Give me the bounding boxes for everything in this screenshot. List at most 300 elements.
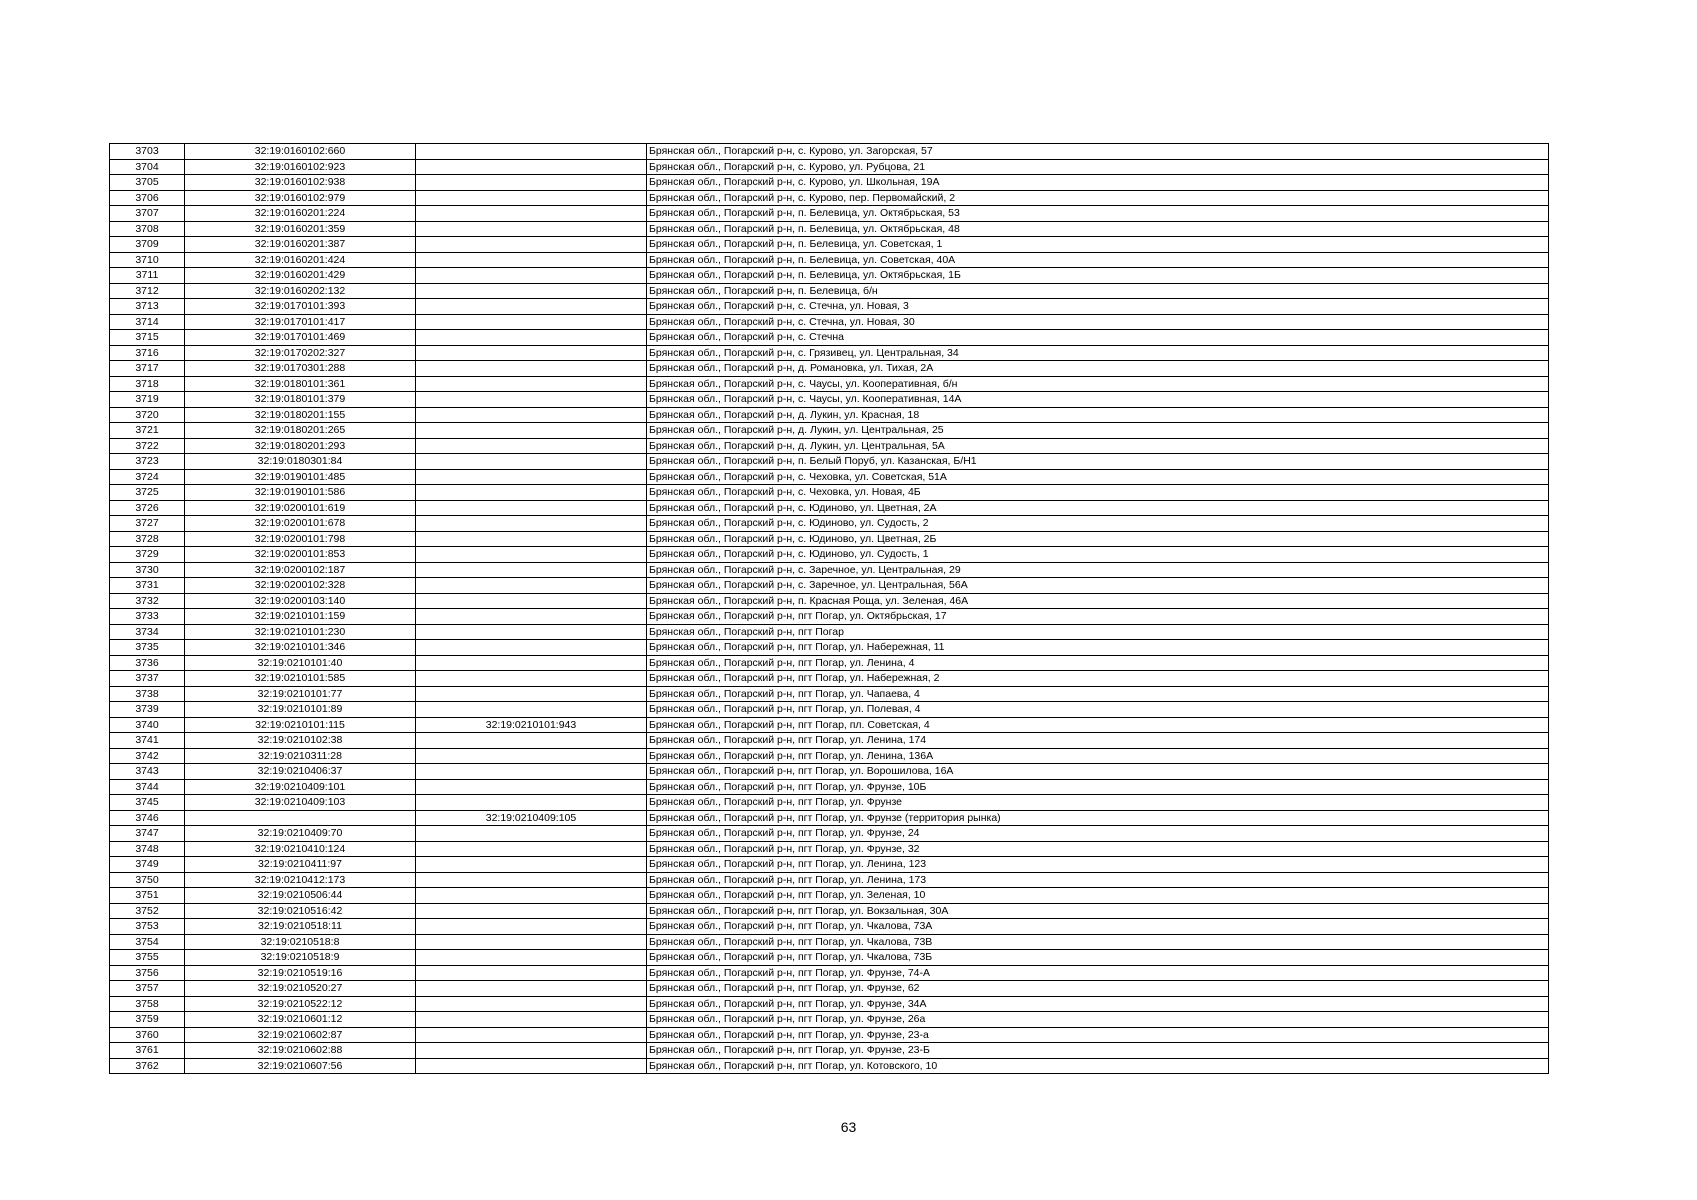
- cadastral-number-cell: 32:19:0180201:155: [185, 407, 416, 423]
- address-cell: Брянская обл., Погарский р-н, с. Юдиново, ул. Судость, 2: [647, 516, 1549, 532]
- row-number-cell: 3741: [110, 733, 185, 749]
- linked-cadastral-number-cell: [416, 686, 647, 702]
- table-row: [110, 345, 1549, 361]
- table-row: [110, 702, 1549, 718]
- linked-cadastral-number-cell: [416, 764, 647, 780]
- row-number-cell: 3708: [110, 221, 185, 237]
- address-cell: Брянская обл., Погарский р-н, с. Чеховка, ул. Новая, 4Б: [647, 485, 1549, 501]
- table-row: [110, 593, 1549, 609]
- linked-cadastral-number-cell: [416, 578, 647, 594]
- table-row: [110, 826, 1549, 842]
- row-number-cell: 3747: [110, 826, 185, 842]
- table-row: [110, 392, 1549, 408]
- cadastral-number-cell: 32:19:0210101:77: [185, 686, 416, 702]
- address-cell: Брянская обл., Погарский р-н, п. Красная Роща, ул. Зеленая, 46А: [647, 593, 1549, 609]
- row-number-cell: 3709: [110, 237, 185, 253]
- address-cell: Брянская обл., Погарский р-н, пгт Погар, ул. Чапаева, 4: [647, 686, 1549, 702]
- cadastral-number-cell: 32:19:0160201:424: [185, 252, 416, 268]
- cadastral-number-cell: 32:19:0210520:27: [185, 981, 416, 997]
- table-row: [110, 857, 1549, 873]
- address-cell: Брянская обл., Погарский р-н, с. Грязивец, ул. Центральная, 34: [647, 345, 1549, 361]
- linked-cadastral-number-cell: [416, 252, 647, 268]
- row-number-cell: 3719: [110, 392, 185, 408]
- cadastral-number-cell: 32:19:0160102:938: [185, 175, 416, 191]
- linked-cadastral-number-cell: [416, 175, 647, 191]
- cadastral-number-cell: 32:19:0180201:265: [185, 423, 416, 439]
- row-number-cell: 3754: [110, 934, 185, 950]
- linked-cadastral-number-cell: [416, 640, 647, 656]
- linked-cadastral-number-cell: [416, 671, 647, 687]
- cadastral-number-cell: [185, 810, 416, 826]
- cadastral-number-cell: 32:19:0210311:28: [185, 748, 416, 764]
- cadastral-number-cell: 32:19:0210101:585: [185, 671, 416, 687]
- row-number-cell: 3740: [110, 717, 185, 733]
- table-row: [110, 748, 1549, 764]
- linked-cadastral-number-cell: [416, 516, 647, 532]
- row-number-cell: 3757: [110, 981, 185, 997]
- address-cell: Брянская обл., Погарский р-н, п. Белевица, ул. Октябрьская, 1Б: [647, 268, 1549, 284]
- cadastral-number-cell: 32:19:0210607:56: [185, 1058, 416, 1074]
- row-number-cell: 3744: [110, 779, 185, 795]
- address-cell: Брянская обл., Погарский р-н, пгт Погар, ул. Ленина, 4: [647, 655, 1549, 671]
- cadastral-number-cell: 32:19:0170202:327: [185, 345, 416, 361]
- row-number-cell: 3732: [110, 593, 185, 609]
- table-row: [110, 407, 1549, 423]
- table-row: [110, 640, 1549, 656]
- cadastral-number-cell: 32:19:0210516:42: [185, 903, 416, 919]
- linked-cadastral-number-cell: [416, 934, 647, 950]
- linked-cadastral-number-cell: [416, 903, 647, 919]
- linked-cadastral-number-cell: [416, 965, 647, 981]
- row-number-cell: 3746: [110, 810, 185, 826]
- cadastral-number-cell: 32:19:0160202:132: [185, 283, 416, 299]
- address-cell: Брянская обл., Погарский р-н, пгт Погар, ул. Фрунзе, 32: [647, 841, 1549, 857]
- cadastral-number-cell: 32:19:0210409:101: [185, 779, 416, 795]
- address-cell: Брянская обл., Погарский р-н, д. Романовка, ул. Тихая, 2А: [647, 361, 1549, 377]
- cadastral-number-cell: 32:19:0210506:44: [185, 888, 416, 904]
- table-row: [110, 795, 1549, 811]
- row-number-cell: 3736: [110, 655, 185, 671]
- row-number-cell: 3738: [110, 686, 185, 702]
- address-cell: Брянская обл., Погарский р-н, с. Курово, ул. Загорская, 57: [647, 144, 1549, 160]
- row-number-cell: 3721: [110, 423, 185, 439]
- cadastral-number-cell: 32:19:0160102:660: [185, 144, 416, 160]
- table-row: [110, 965, 1549, 981]
- linked-cadastral-number-cell: [416, 159, 647, 175]
- address-cell: Брянская обл., Погарский р-н, д. Лукин, ул. Красная, 18: [647, 407, 1549, 423]
- table-row: [110, 221, 1549, 237]
- table-row: [110, 671, 1549, 687]
- linked-cadastral-number-cell: [416, 841, 647, 857]
- row-number-cell: 3745: [110, 795, 185, 811]
- row-number-cell: 3737: [110, 671, 185, 687]
- row-number-cell: 3713: [110, 299, 185, 315]
- linked-cadastral-number-cell: [416, 779, 647, 795]
- cadastral-number-cell: 32:19:0210410:124: [185, 841, 416, 857]
- address-cell: Брянская обл., Погарский р-н, пгт Погар, ул. Октябрьская, 17: [647, 609, 1549, 625]
- address-cell: Брянская обл., Погарский р-н, пгт Погар, пл. Советская, 4: [647, 717, 1549, 733]
- address-cell: Брянская обл., Погарский р-н, пгт Погар, ул. Фрунзе, 10Б: [647, 779, 1549, 795]
- address-cell: Брянская обл., Погарский р-н, пгт Погар, ул. Ленина, 123: [647, 857, 1549, 873]
- table-row: [110, 175, 1549, 191]
- row-number-cell: 3758: [110, 996, 185, 1012]
- linked-cadastral-number-cell: [416, 485, 647, 501]
- table-row: [110, 547, 1549, 563]
- address-cell: Брянская обл., Погарский р-н, пгт Погар: [647, 624, 1549, 640]
- table-row: [110, 578, 1549, 594]
- table-row: [110, 438, 1549, 454]
- table-row: [110, 283, 1549, 299]
- cadastral-number-cell: 32:19:0160102:923: [185, 159, 416, 175]
- linked-cadastral-number-cell: [416, 1027, 647, 1043]
- row-number-cell: 3728: [110, 531, 185, 547]
- address-cell: Брянская обл., Погарский р-н, с. Стечна, ул. Новая, 30: [647, 314, 1549, 330]
- linked-cadastral-number-cell: [416, 872, 647, 888]
- row-number-cell: 3706: [110, 190, 185, 206]
- address-cell: Брянская обл., Погарский р-н, пгт Погар, ул. Набережная, 11: [647, 640, 1549, 656]
- linked-cadastral-number-cell: [416, 1012, 647, 1028]
- table-row: [110, 314, 1549, 330]
- cadastral-number-cell: 32:19:0210412:173: [185, 872, 416, 888]
- address-cell: Брянская обл., Погарский р-н, с. Юдиново, ул. Цветная, 2А: [647, 500, 1549, 516]
- address-cell: Брянская обл., Погарский р-н, с. Курово, ул. Школьная, 19А: [647, 175, 1549, 191]
- linked-cadastral-number-cell: [416, 144, 647, 160]
- linked-cadastral-number-cell: [416, 423, 647, 439]
- address-cell: Брянская обл., Погарский р-н, с. Чаусы, ул. Кооперативная, 14А: [647, 392, 1549, 408]
- cadastral-number-cell: 32:19:0200102:187: [185, 562, 416, 578]
- table-row: [110, 190, 1549, 206]
- cadastral-number-cell: 32:19:0200102:328: [185, 578, 416, 594]
- table-row: [110, 454, 1549, 470]
- table-row: [110, 1027, 1549, 1043]
- row-number-cell: 3726: [110, 500, 185, 516]
- cadastral-number-cell: 32:19:0210409:103: [185, 795, 416, 811]
- table-row: [110, 686, 1549, 702]
- row-number-cell: 3723: [110, 454, 185, 470]
- linked-cadastral-number-cell: [416, 206, 647, 222]
- cadastral-number-cell: 32:19:0200101:798: [185, 531, 416, 547]
- table-row: [110, 888, 1549, 904]
- table-row: [110, 144, 1549, 160]
- linked-cadastral-number-cell: [416, 857, 647, 873]
- row-number-cell: 3749: [110, 857, 185, 873]
- address-cell: Брянская обл., Погарский р-н, с. Заречное, ул. Центральная, 29: [647, 562, 1549, 578]
- linked-cadastral-number-cell: 32:19:0210409:105: [416, 810, 647, 826]
- cadastral-number-cell: 32:19:0210101:230: [185, 624, 416, 640]
- table-row: [110, 531, 1549, 547]
- address-cell: Брянская обл., Погарский р-н, пгт Погар, ул. Фрунзе, 34А: [647, 996, 1549, 1012]
- table-row: [110, 810, 1549, 826]
- row-number-cell: 3733: [110, 609, 185, 625]
- row-number-cell: 3756: [110, 965, 185, 981]
- cadastral-number-cell: 32:19:0210518:8: [185, 934, 416, 950]
- cadastral-number-cell: 32:19:0180201:293: [185, 438, 416, 454]
- row-number-cell: 3760: [110, 1027, 185, 1043]
- table-row: [110, 981, 1549, 997]
- table-row: [110, 950, 1549, 966]
- cadastral-number-cell: 32:19:0210519:16: [185, 965, 416, 981]
- cadastral-number-cell: 32:19:0210602:87: [185, 1027, 416, 1043]
- address-cell: Брянская обл., Погарский р-н, пгт Погар, ул. Фрунзе, 62: [647, 981, 1549, 997]
- linked-cadastral-number-cell: [416, 454, 647, 470]
- address-cell: Брянская обл., Погарский р-н, п. Белевица, ул. Советская, 1: [647, 237, 1549, 253]
- linked-cadastral-number-cell: [416, 1043, 647, 1059]
- linked-cadastral-number-cell: 32:19:0210101:943: [416, 717, 647, 733]
- cadastral-number-cell: 32:19:0170301:288: [185, 361, 416, 377]
- cadastral-number-cell: 32:19:0210101:115: [185, 717, 416, 733]
- row-number-cell: 3751: [110, 888, 185, 904]
- cadastral-number-cell: 32:19:0160201:387: [185, 237, 416, 253]
- linked-cadastral-number-cell: [416, 500, 647, 516]
- row-number-cell: 3739: [110, 702, 185, 718]
- row-number-cell: 3752: [110, 903, 185, 919]
- table-row: [110, 733, 1549, 749]
- cadastral-number-cell: 32:19:0160201:224: [185, 206, 416, 222]
- address-cell: Брянская обл., Погарский р-н, пгт Погар, ул. Чкалова, 73В: [647, 934, 1549, 950]
- address-cell: Брянская обл., Погарский р-н, пгт Погар, ул. Фрунзе (территория рынка): [647, 810, 1549, 826]
- cadastral-number-cell: 32:19:0200101:853: [185, 547, 416, 563]
- cadastral-number-cell: 32:19:0210101:89: [185, 702, 416, 718]
- cadastral-number-cell: 32:19:0210522:12: [185, 996, 416, 1012]
- linked-cadastral-number-cell: [416, 531, 647, 547]
- linked-cadastral-number-cell: [416, 376, 647, 392]
- address-cell: Брянская обл., Погарский р-н, д. Лукин, ул. Центральная, 25: [647, 423, 1549, 439]
- table-row: [110, 252, 1549, 268]
- address-cell: Брянская обл., Погарский р-н, с. Курово, ул. Рубцова, 21: [647, 159, 1549, 175]
- address-cell: Брянская обл., Погарский р-н, пгт Погар, ул. Фрунзе, 74-А: [647, 965, 1549, 981]
- cadastral-number-cell: 32:19:0210102:38: [185, 733, 416, 749]
- address-cell: Брянская обл., Погарский р-н, пгт Погар, ул. Чкалова, 73А: [647, 919, 1549, 935]
- table-row: [110, 268, 1549, 284]
- row-number-cell: 3748: [110, 841, 185, 857]
- cadastral-table: [109, 143, 1549, 1074]
- linked-cadastral-number-cell: [416, 624, 647, 640]
- table-row: [110, 469, 1549, 485]
- table-row: [110, 996, 1549, 1012]
- cadastral-number-cell: 32:19:0210602:88: [185, 1043, 416, 1059]
- row-number-cell: 3710: [110, 252, 185, 268]
- cadastral-number-cell: 32:19:0170101:417: [185, 314, 416, 330]
- cadastral-number-cell: 32:19:0210518:11: [185, 919, 416, 935]
- linked-cadastral-number-cell: [416, 190, 647, 206]
- cadastral-number-cell: 32:19:0170101:393: [185, 299, 416, 315]
- table-row: [110, 624, 1549, 640]
- row-number-cell: 3711: [110, 268, 185, 284]
- cadastral-number-cell: 32:19:0200103:140: [185, 593, 416, 609]
- linked-cadastral-number-cell: [416, 919, 647, 935]
- cadastral-number-cell: 32:19:0190101:485: [185, 469, 416, 485]
- row-number-cell: 3718: [110, 376, 185, 392]
- table-row: [110, 562, 1549, 578]
- address-cell: Брянская обл., Погарский р-н, пгт Погар, ул. Фрунзе, 24: [647, 826, 1549, 842]
- cadastral-number-cell: 32:19:0210101:40: [185, 655, 416, 671]
- linked-cadastral-number-cell: [416, 655, 647, 671]
- row-number-cell: 3735: [110, 640, 185, 656]
- address-cell: Брянская обл., Погарский р-н, с. Юдиново, ул. Цветная, 2Б: [647, 531, 1549, 547]
- row-number-cell: 3720: [110, 407, 185, 423]
- table-row: [110, 485, 1549, 501]
- row-number-cell: 3704: [110, 159, 185, 175]
- table-row: [110, 1012, 1549, 1028]
- row-number-cell: 3755: [110, 950, 185, 966]
- linked-cadastral-number-cell: [416, 283, 647, 299]
- linked-cadastral-number-cell: [416, 361, 647, 377]
- linked-cadastral-number-cell: [416, 345, 647, 361]
- row-number-cell: 3759: [110, 1012, 185, 1028]
- table-row: [110, 764, 1549, 780]
- table-row: [110, 841, 1549, 857]
- row-number-cell: 3753: [110, 919, 185, 935]
- address-cell: Брянская обл., Погарский р-н, с. Заречное, ул. Центральная, 56А: [647, 578, 1549, 594]
- table-row: [110, 361, 1549, 377]
- linked-cadastral-number-cell: [416, 469, 647, 485]
- address-cell: Брянская обл., Погарский р-н, с. Юдиново, ул. Судость, 1: [647, 547, 1549, 563]
- address-cell: Брянская обл., Погарский р-н, п. Белевица, ул. Октябрьская, 48: [647, 221, 1549, 237]
- page-number: 63: [840, 1119, 857, 1135]
- linked-cadastral-number-cell: [416, 950, 647, 966]
- address-cell: Брянская обл., Погарский р-н, п. Белевица, ул. Октябрьская, 53: [647, 206, 1549, 222]
- linked-cadastral-number-cell: [416, 826, 647, 842]
- linked-cadastral-number-cell: [416, 733, 647, 749]
- linked-cadastral-number-cell: [416, 314, 647, 330]
- linked-cadastral-number-cell: [416, 562, 647, 578]
- cadastral-number-cell: 32:19:0200101:678: [185, 516, 416, 532]
- row-number-cell: 3714: [110, 314, 185, 330]
- cadastral-number-cell: 32:19:0210101:159: [185, 609, 416, 625]
- address-cell: Брянская обл., Погарский р-н, пгт Погар, ул. Ворошилова, 16А: [647, 764, 1549, 780]
- linked-cadastral-number-cell: [416, 330, 647, 346]
- linked-cadastral-number-cell: [416, 702, 647, 718]
- table-row: [110, 779, 1549, 795]
- linked-cadastral-number-cell: [416, 547, 647, 563]
- table-row: [110, 1043, 1549, 1059]
- linked-cadastral-number-cell: [416, 996, 647, 1012]
- table-row: [110, 500, 1549, 516]
- cadastral-number-cell: 32:19:0210101:346: [185, 640, 416, 656]
- row-number-cell: 3734: [110, 624, 185, 640]
- linked-cadastral-number-cell: [416, 299, 647, 315]
- row-number-cell: 3761: [110, 1043, 185, 1059]
- linked-cadastral-number-cell: [416, 593, 647, 609]
- cadastral-number-cell: 32:19:0180301:84: [185, 454, 416, 470]
- address-cell: Брянская обл., Погарский р-н, с. Чаусы, ул. Кооперативная, б/н: [647, 376, 1549, 392]
- cadastral-number-cell: 32:19:0210406:37: [185, 764, 416, 780]
- row-number-cell: 3727: [110, 516, 185, 532]
- table-row: [110, 516, 1549, 532]
- linked-cadastral-number-cell: [416, 237, 647, 253]
- linked-cadastral-number-cell: [416, 438, 647, 454]
- linked-cadastral-number-cell: [416, 407, 647, 423]
- table-row: [110, 299, 1549, 315]
- row-number-cell: 3725: [110, 485, 185, 501]
- address-cell: Брянская обл., Погарский р-н, с. Курово, пер. Первомайский, 2: [647, 190, 1549, 206]
- table-row: [110, 423, 1549, 439]
- cadastral-number-cell: 32:19:0210409:70: [185, 826, 416, 842]
- table-row: [110, 903, 1549, 919]
- linked-cadastral-number-cell: [416, 795, 647, 811]
- address-cell: Брянская обл., Погарский р-н, пгт Погар, ул. Набережная, 2: [647, 671, 1549, 687]
- address-cell: Брянская обл., Погарский р-н, п. Белевица, б/н: [647, 283, 1549, 299]
- address-cell: Брянская обл., Погарский р-н, с. Стечна: [647, 330, 1549, 346]
- table-row: [110, 1058, 1549, 1074]
- row-number-cell: 3729: [110, 547, 185, 563]
- row-number-cell: 3715: [110, 330, 185, 346]
- row-number-cell: 3742: [110, 748, 185, 764]
- row-number-cell: 3730: [110, 562, 185, 578]
- address-cell: Брянская обл., Погарский р-н, д. Лукин, ул. Центральная, 5А: [647, 438, 1549, 454]
- linked-cadastral-number-cell: [416, 888, 647, 904]
- row-number-cell: 3703: [110, 144, 185, 160]
- table-row: [110, 919, 1549, 935]
- table-row: [110, 609, 1549, 625]
- row-number-cell: 3743: [110, 764, 185, 780]
- address-cell: Брянская обл., Погарский р-н, пгт Погар, ул. Вокзальная, 30А: [647, 903, 1549, 919]
- table-row: [110, 872, 1549, 888]
- row-number-cell: 3712: [110, 283, 185, 299]
- table-row: [110, 655, 1549, 671]
- linked-cadastral-number-cell: [416, 1058, 647, 1074]
- linked-cadastral-number-cell: [416, 221, 647, 237]
- cadastral-number-cell: 32:19:0180101:361: [185, 376, 416, 392]
- row-number-cell: 3707: [110, 206, 185, 222]
- linked-cadastral-number-cell: [416, 748, 647, 764]
- linked-cadastral-number-cell: [416, 268, 647, 284]
- address-cell: Брянская обл., Погарский р-н, пгт Погар, ул. Полевая, 4: [647, 702, 1549, 718]
- address-cell: Брянская обл., Погарский р-н, пгт Погар, ул. Фрунзе, 26а: [647, 1012, 1549, 1028]
- address-cell: Брянская обл., Погарский р-н, с. Чеховка, ул. Советская, 51А: [647, 469, 1549, 485]
- cadastral-number-cell: 32:19:0160102:979: [185, 190, 416, 206]
- table-row: [110, 237, 1549, 253]
- linked-cadastral-number-cell: [416, 392, 647, 408]
- address-cell: Брянская обл., Погарский р-н, пгт Погар, ул. Ленина, 174: [647, 733, 1549, 749]
- address-cell: Брянская обл., Погарский р-н, пгт Погар, ул. Фрунзе: [647, 795, 1549, 811]
- table-row: [110, 159, 1549, 175]
- table-body: [110, 144, 1549, 1074]
- row-number-cell: 3722: [110, 438, 185, 454]
- address-cell: Брянская обл., Погарский р-н, пгт Погар, ул. Зеленая, 10: [647, 888, 1549, 904]
- cadastral-number-cell: 32:19:0170101:469: [185, 330, 416, 346]
- address-cell: Брянская обл., Погарский р-н, пгт Погар, ул. Фрунзе, 23-а: [647, 1027, 1549, 1043]
- address-cell: Брянская обл., Погарский р-н, пгт Погар, ул. Фрунзе, 23-Б: [647, 1043, 1549, 1059]
- address-cell: Брянская обл., Погарский р-н, с. Стечна, ул. Новая, 3: [647, 299, 1549, 315]
- address-cell: Брянская обл., Погарский р-н, пгт Погар, ул. Чкалова, 73Б: [647, 950, 1549, 966]
- cadastral-number-cell: 32:19:0200101:619: [185, 500, 416, 516]
- address-cell: Брянская обл., Погарский р-н, п. Белый Поруб, ул. Казанская, Б/Н1: [647, 454, 1549, 470]
- table-row: [110, 330, 1549, 346]
- table-row: [110, 376, 1549, 392]
- address-cell: Брянская обл., Погарский р-н, пгт Погар, ул. Ленина, 136А: [647, 748, 1549, 764]
- row-number-cell: 3705: [110, 175, 185, 191]
- table-row: [110, 717, 1549, 733]
- row-number-cell: 3724: [110, 469, 185, 485]
- cadastral-number-cell: 32:19:0180101:379: [185, 392, 416, 408]
- address-cell: Брянская обл., Погарский р-н, пгт Погар, ул. Ленина, 173: [647, 872, 1549, 888]
- row-number-cell: 3731: [110, 578, 185, 594]
- address-cell: Брянская обл., Погарский р-н, пгт Погар, ул. Котовского, 10: [647, 1058, 1549, 1074]
- cadastral-number-cell: 32:19:0190101:586: [185, 485, 416, 501]
- cadastral-number-cell: 32:19:0160201:429: [185, 268, 416, 284]
- cadastral-number-cell: 32:19:0210411:97: [185, 857, 416, 873]
- linked-cadastral-number-cell: [416, 981, 647, 997]
- row-number-cell: 3762: [110, 1058, 185, 1074]
- table-row: [110, 206, 1549, 222]
- cadastral-number-cell: 32:19:0210601:12: [185, 1012, 416, 1028]
- linked-cadastral-number-cell: [416, 609, 647, 625]
- address-cell: Брянская обл., Погарский р-н, п. Белевица, ул. Советская, 40А: [647, 252, 1549, 268]
- cadastral-number-cell: 32:19:0160201:359: [185, 221, 416, 237]
- row-number-cell: 3750: [110, 872, 185, 888]
- row-number-cell: 3717: [110, 361, 185, 377]
